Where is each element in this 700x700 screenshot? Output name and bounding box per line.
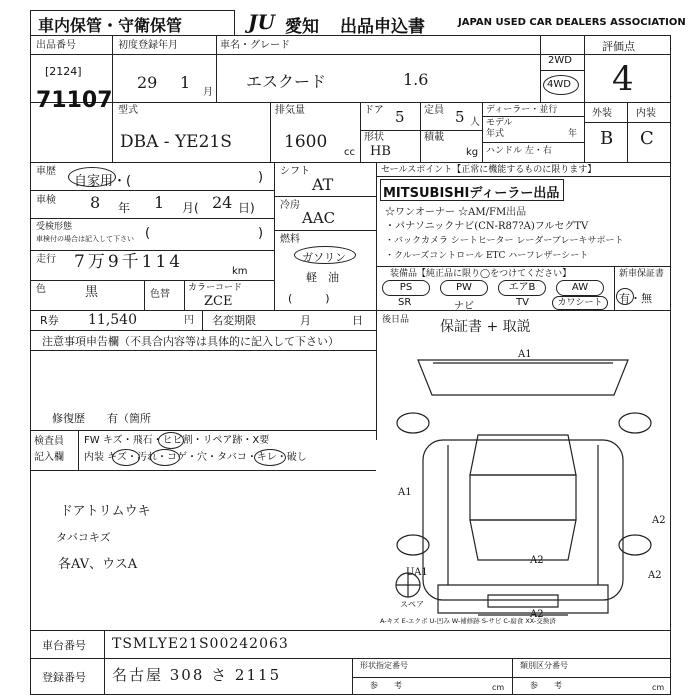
ac-label: 冷房 [280,200,300,211]
fuel-diesel: 軽 油 [306,271,339,284]
damage-legend: A-キズ E-エクボ U-凹み W-補修跡 S-サビ C-腐食 XX-交換済 [380,617,556,625]
equip-navi: ナビ [454,301,474,312]
deadline-month: 月 [300,314,311,327]
color-label: 色 [36,284,46,295]
new-car-warranty-value: 有・無 [619,292,652,305]
model-label: 車名・グレード [220,40,290,51]
shape-label: 形状 [364,132,384,143]
capacity-label: 定員 [424,105,444,116]
name-change-label: 名変期限 [212,314,256,327]
drive-4wd: 4WD [547,79,571,90]
load-label: 積載 [424,132,444,143]
recycle-label: R券 [40,314,59,327]
mark-a2-right: A2 [652,515,666,526]
size1-sub: 参 考 [370,681,402,690]
inspection-year-unit: 年 [118,201,131,215]
size2-cm: cm [652,683,665,692]
year-unit: 年 [568,129,578,139]
receive-note: 車検付の場合は記入して下さい [36,235,134,243]
lot-label: 出品番号 [36,40,76,51]
registration-label: 登録番号 [42,671,86,684]
reg-month: 1 [180,73,191,92]
size2-sub: 参 考 [530,681,562,690]
fuel-other: ( ) [288,292,330,305]
grade: 1.6 [403,70,429,89]
receive-open: ( [145,226,151,241]
equipment-label: 装備品【純正品に限り◯をつけてください】 [390,269,572,279]
sales-line-3: ・バックカメラ シートヒーター レーダーブレーキサポート [385,236,624,246]
mark-ua1: UA1 [406,567,428,578]
rear-items-value: 保証書 + 取説 [440,319,531,335]
checker-row-2: 内装 キズ・汚れ・コゲ・穴・タバコ・キレ・破し [84,452,307,463]
handle-label: ハンドル 左・右 [486,146,552,156]
sales-line-2: ・パナソニックナビ(CN-R87?A)フルセグTV [385,221,589,232]
shape-value: HB [370,144,391,159]
load-unit: kg [466,147,479,158]
exterior-label: 外装 [592,108,612,119]
history-label: 車歴 [36,166,56,177]
notes-label: 注意事項申告欄（不具合内容等は具体的に記入して下さい） [42,335,339,348]
ju-logo: JU [248,10,275,34]
equip-leather: カワシート [552,296,608,310]
mark-a1-left: A1 [398,487,412,498]
reg-month-unit: 月 [203,87,213,98]
size2-label: 類別区分番号 [520,661,568,670]
storage-title: 車内保管・守衛保管 [38,16,183,35]
lot-number: 71107 [36,88,113,113]
size1-cm: cm [492,683,505,692]
inspection-year: 8 [90,193,101,212]
equip-pw: PW [440,280,488,296]
disp-label: 排気量 [275,105,305,116]
inspection-month: 1 [154,193,165,212]
type-label: 型式 [118,105,138,116]
inspection-month-unit: 月( [182,201,199,215]
circle-chip [158,432,184,449]
note-2: タバコキズ [56,531,111,544]
disp-unit: cc [344,147,355,158]
new-car-warranty-label: 新車保証書 [619,269,665,279]
color-value: 黒 [85,285,99,300]
inspection-day-unit: 日) [238,201,255,215]
color-change-label: 色替 [150,289,170,300]
capacity-unit: 人 [470,117,480,128]
year-label: 年式 [486,129,505,139]
recycle-amount: 11,540 [88,312,137,328]
sales-line-1: ☆ワンオーナー ☆AM/FM出品 [385,207,527,218]
mark-a2-center: A2 [530,555,544,566]
mark-a2-rear: A2 [648,570,662,581]
chassis-label: 車台番号 [42,639,86,652]
rear-items-label: 後日品 [382,315,410,325]
circle-dirt [150,449,180,466]
note-3: 各AV、ウスA [58,557,138,572]
model-name: エスクード [246,72,327,91]
checker-label-top: 検査員 [34,436,64,447]
history-value: 自家用・( [74,174,132,189]
color-code-value: ZCE [204,294,233,309]
shift-value: AT [312,175,334,194]
dealer-banner: MITSUBISHIディーラー出品 [383,186,560,201]
equip-airbag: エアB [498,280,546,296]
receive-close: ) [258,226,264,241]
reg-year: 29 [137,73,158,92]
dealer-label: ディーラー・並行 [486,105,558,115]
mark-a1-top: A1 [518,349,532,360]
exterior-grade: B [600,128,614,149]
registration-value: 名古屋 308 さ 2115 [112,666,282,684]
drive-2wd: 2WD [548,55,572,66]
association-name: JAPAN USED CAR DEALERS ASSOCIATION [458,17,686,28]
deadline-day: 日 [352,314,363,327]
door-value: 5 [395,108,405,126]
history-close: ) [258,170,264,185]
model-year-label: モデル [486,118,513,128]
equip-ps: PS [382,280,430,296]
mileage-value: 7万9千114 [74,252,184,272]
inspection-label: 車検 [36,195,56,206]
ac-value: AAC [302,209,336,227]
color-code-label: カラーコード [188,283,243,293]
checker-row-1: FW キズ・飛石・ヒビ割・リペア跡・X要 [84,435,270,446]
first-reg-label: 初度登録年月 [118,40,178,51]
equip-tv: TV [516,297,529,308]
mileage-label: 走行 [36,254,56,265]
door-label: ドア [364,105,384,116]
receive-label: 受検形態 [36,222,73,232]
equip-aw: AW [556,280,604,296]
equip-sr: SR [398,297,412,308]
shift-label: シフト [280,166,310,177]
interior-label: 内装 [636,108,656,119]
sales-line-4: ・クルーズコントロール ETC ハーフレザーシート [385,251,589,261]
mark-a2-bottom: A2 [530,609,544,620]
chassis-value: TSMLYE21S00242063 [112,636,289,652]
score-value: 4 [612,59,634,99]
car-damage-diagram [378,345,670,630]
fuel-label: 燃料 [280,234,300,245]
note-1: ドアトリムウキ [60,504,151,519]
lot-small: [2124] [45,65,82,78]
mileage-unit: km [232,266,248,277]
inspection-day: 24 [212,193,233,212]
interior-grade: C [640,128,654,149]
size1-label: 形状指定番号 [360,661,408,670]
disp-value: 1600 [284,132,328,152]
repair-history: 修復歴 有（箇所 [52,412,151,425]
score-label: 評価点 [602,40,635,53]
checker-label-bottom: 記入欄 [34,452,64,463]
form-title: 出品申込書 [340,17,425,37]
fuel-gasoline: ガソリン [302,251,346,264]
recycle-unit: 円 [184,315,194,326]
circle-tobacco [254,449,286,466]
circle-scratch [112,449,140,466]
aichi-logo: 愛知 [285,17,319,37]
capacity-value: 5 [455,108,465,126]
type-value: DBA - YE21S [120,132,232,152]
spare-label: スペア [400,600,424,609]
sales-label: セールスポイント【正常に機能するものに限ります】 [381,165,597,175]
